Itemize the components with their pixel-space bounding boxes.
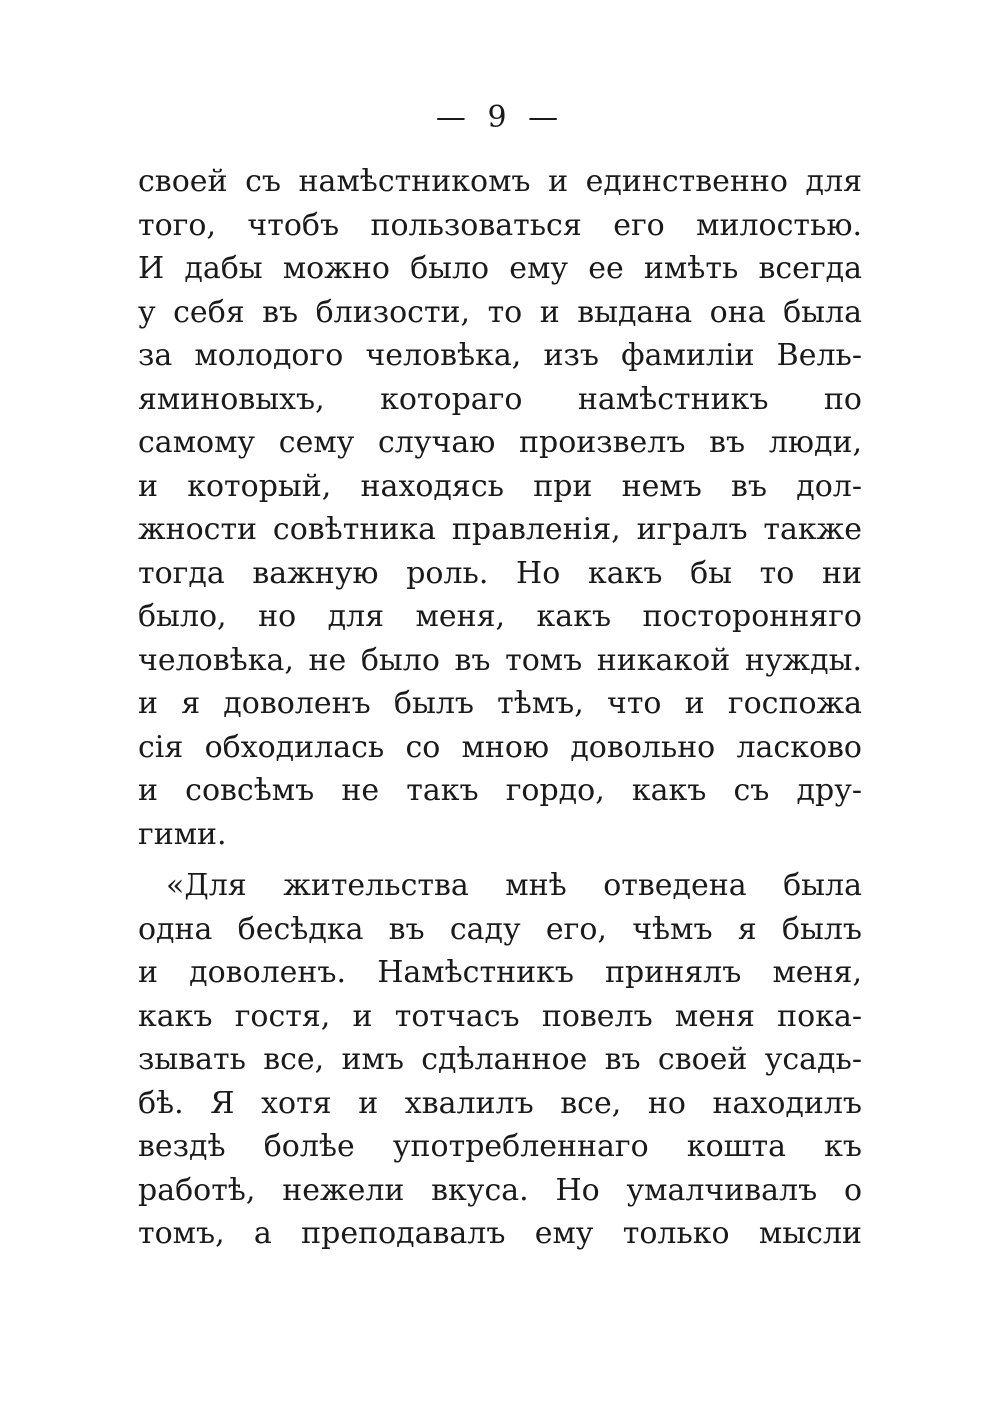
paragraph-2 <box>138 864 862 1256</box>
text-line: яминовыхъ, котораго намѣстникъ по <box>138 381 862 417</box>
text-line: бѣ. Я хотя и хвалилъ все, но находилъ <box>138 1085 862 1121</box>
text-line: и который, находясь при немъ въ дол- <box>138 468 862 504</box>
text-line: жности совѣтника правленія, игралъ также <box>138 512 862 547</box>
text-line: человѣка, не было въ томъ никакой нужды. <box>138 642 862 678</box>
text-line: работѣ, нежели вкуса. Но умалчивалъ о <box>138 1172 862 1208</box>
paragraph-gap <box>138 856 862 864</box>
text-line: гими. <box>138 816 227 852</box>
text-line: того, чтобъ пользоваться его милостью. <box>138 207 862 243</box>
text-line: томъ, а преподавалъ ему только мысли <box>138 1216 862 1251</box>
text-line: и совсѣмъ не такъ гордо, какъ съ дру- <box>138 773 862 808</box>
text-line: И дабы можно было ему ее имѣть всегда <box>138 251 862 286</box>
text-line: своей съ намѣстникомъ и единственно для <box>138 164 862 199</box>
text-line: было, но для меня, какъ посторонняго <box>138 599 862 634</box>
text-line: и я доволенъ былъ тѣмъ, что и госпожа <box>138 686 862 721</box>
text-line: зывать все, имъ сдѣланное въ своей усадь- <box>138 1042 862 1077</box>
text-line: сія обходилась со мною довольно ласково <box>138 729 862 765</box>
text-line: вездѣ болѣе употребленнаго кошта къ <box>138 1129 862 1164</box>
text-line: одна бесѣдка въ саду его, чѣмъ я былъ <box>138 911 862 947</box>
text-line: самому сему случаю произвелъ въ люди, <box>138 425 862 460</box>
text-line: какъ гостя, и тотчасъ повелъ меня пока- <box>138 998 862 1034</box>
text-line: за молодого человѣка, изъ фамиліи Вель- <box>138 338 862 373</box>
text-line: «Для жительства мнѣ отведена была <box>166 868 862 903</box>
page-number: — 9 — <box>435 100 565 135</box>
paragraph-1 <box>138 160 862 856</box>
text-line: тогда важную роль. Но какъ бы то ни <box>138 555 862 591</box>
text-line: у себя въ близости, то и выдана она была <box>138 294 862 330</box>
body-text <box>138 160 862 1256</box>
text-line: и доволенъ. Намѣстникъ принялъ меня, <box>138 955 862 990</box>
